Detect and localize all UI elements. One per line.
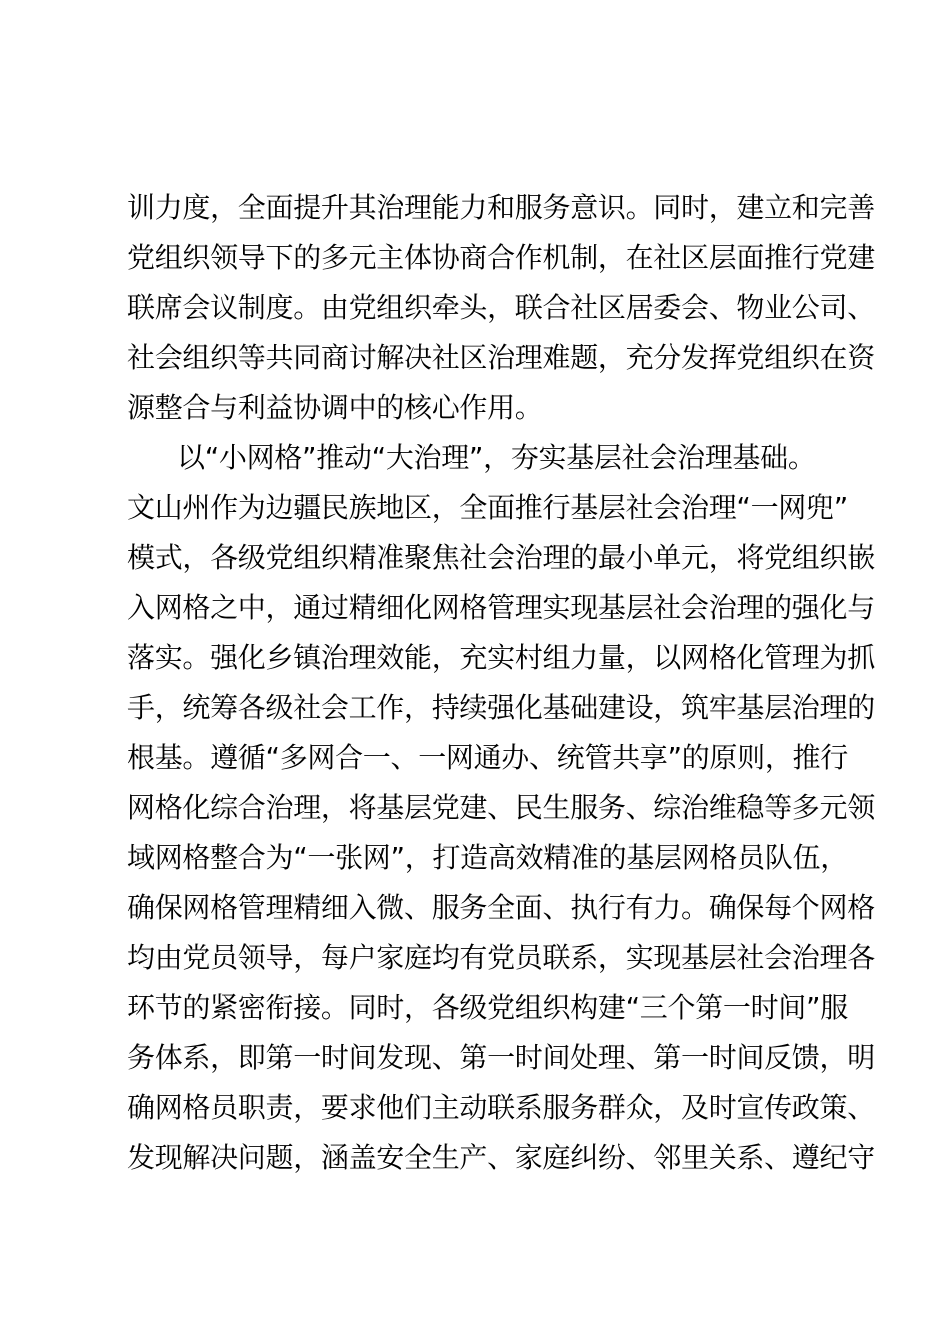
text-line: 手，统筹各级社会工作，持续强化基础建设，筑牢基层治理的: [127, 691, 875, 724]
text-line: 落实。强化乡镇治理效能，充实村组力量，以网格化管理为抓: [127, 641, 875, 674]
text-line: 确网格员职责，要求他们主动联系服务群众，及时宣传政策、: [127, 1091, 875, 1124]
paragraph-first-line: 以“小网格”推动“大治理”，夯实基层社会治理基础。: [177, 441, 816, 474]
text-line: 域网格整合为“一张网”，打造高效精准的基层网格员队伍，: [127, 841, 848, 874]
text-line: 环节的紧密衔接。同时，各级党组织构建“三个第一时间”服: [127, 991, 848, 1024]
text-line: 根基。遵循“多网合一、一网通办、统管共享”的原则，推行: [127, 741, 848, 774]
text-line: 网格化综合治理，将基层党建、民生服务、综治维稳等多元领: [127, 791, 875, 824]
text-line: 社会组织等共同商讨解决社区治理难题，充分发挥党组织在资: [127, 341, 875, 374]
text-line: 源整合与利益协调中的核心作用。: [127, 391, 543, 424]
text-line: 确保网格管理精细入微、服务全面、执行有力。确保每个网格: [127, 891, 875, 924]
text-line: 训力度，全面提升其治理能力和服务意识。同时，建立和完善: [127, 191, 875, 224]
text-line: 入网格之中，通过精细化网格管理实现基层社会治理的强化与: [127, 591, 875, 624]
text-line: 模式，各级党组织精准聚焦社会治理的最小单元，将党组织嵌: [127, 541, 875, 574]
text-line: 党组织领导下的多元主体协商合作机制，在社区层面推行党建: [127, 241, 875, 274]
document-body: [127, 183, 875, 1183]
text-line: 发现解决问题，涵盖安全生产、家庭纠纷、邻里关系、遵纪守: [127, 1141, 875, 1174]
text-line: 文山州作为边疆民族地区，全面推行基层社会治理“一网兜”: [127, 491, 848, 524]
text-line: 联席会议制度。由党组织牵头，联合社区居委会、物业公司、: [127, 291, 875, 324]
text-line: 均由党员领导，每户家庭均有党员联系，实现基层社会治理各: [127, 941, 875, 974]
text-line: 务体系，即第一时间发现、第一时间处理、第一时间反馈，明: [127, 1041, 875, 1074]
